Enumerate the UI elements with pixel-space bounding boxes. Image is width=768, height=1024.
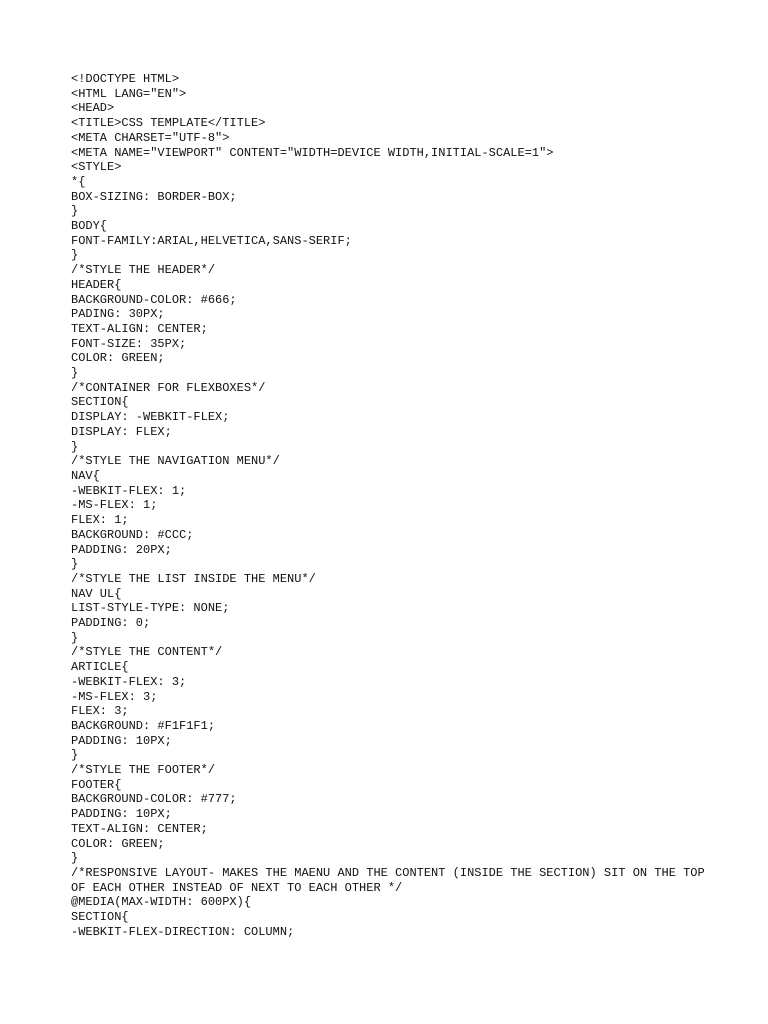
- code-line: PADDING: 0;: [71, 616, 151, 631]
- code-line: PADDING: 20PX;: [71, 542, 172, 557]
- code-line: <!DOCTYPE HTML>: [71, 72, 180, 86]
- code-line: <META NAME="VIEWPORT" CONTENT="WIDTH=DEVICE WIDTH,INITIAL-SCALE=1">: [71, 145, 554, 160]
- code-line: <STYLE>: [71, 160, 122, 175]
- code-line: /*STYLE THE FOOTER*/: [71, 763, 216, 778]
- code-line: <TITLE>CSS TEMPLATE</TITLE>: [71, 116, 266, 131]
- code-line: }: [71, 248, 79, 263]
- code-line: SECTION{: [71, 395, 129, 410]
- code-line: DISPLAY: -WEBKIT-FLEX;: [71, 410, 230, 425]
- code-listing: [71, 72, 711, 939]
- code-line: PADDING: 10PX;: [71, 733, 172, 748]
- code-line: BODY{: [71, 219, 108, 234]
- code-line: <META CHARSET="UTF-8">: [71, 130, 230, 145]
- code-line: }: [71, 204, 79, 219]
- code-line: -MS-FLEX: 3;: [71, 689, 158, 704]
- code-line: BOX-SIZING: BORDER-BOX;: [71, 189, 237, 204]
- code-line: PADING: 30PX;: [71, 307, 165, 322]
- code-line: }: [71, 851, 79, 866]
- code-line: ARTICLE{: [71, 660, 129, 675]
- code-line: }: [71, 439, 79, 454]
- code-line: FLEX: 3;: [71, 704, 129, 719]
- code-line: BACKGROUND: #CCC;: [71, 527, 194, 542]
- code-line: /*STYLE THE LIST INSIDE THE MENU*/: [71, 571, 316, 586]
- code-line: COLOR: GREEN;: [71, 836, 165, 851]
- code-line: HEADER{: [71, 277, 122, 292]
- code-line: DISPLAY: FLEX;: [71, 424, 172, 439]
- code-line: LIST-STYLE-TYPE: NONE;: [71, 601, 230, 616]
- code-line: NAV UL{: [71, 586, 122, 601]
- code-line: /*STYLE THE NAVIGATION MENU*/: [71, 454, 280, 469]
- code-line: BACKGROUND: #F1F1F1;: [71, 718, 216, 733]
- code-line: <HTML LANG="EN">: [71, 86, 187, 101]
- code-line: NAV{: [71, 468, 100, 483]
- code-line: }: [71, 630, 79, 645]
- code-line: -WEBKIT-FLEX: 3;: [71, 674, 187, 689]
- code-line: BACKGROUND-COLOR: #777;: [71, 792, 237, 807]
- code-line: }: [71, 366, 79, 381]
- code-line: -WEBKIT-FLEX: 1;: [71, 483, 187, 498]
- code-line: -WEBKIT-FLEX-DIRECTION: COLUMN;: [71, 924, 295, 939]
- code-line: FLEX: 1;: [71, 513, 129, 528]
- code-line: }: [71, 557, 79, 572]
- code-line: FOOTER{: [71, 777, 122, 792]
- code-line: FONT-FAMILY:ARIAL,HELVETICA,SANS-SERIF;: [71, 233, 352, 248]
- code-line: /*CONTAINER FOR FLEXBOXES*/: [71, 380, 266, 395]
- code-line: COLOR: GREEN;: [71, 351, 165, 366]
- code-line: }: [71, 748, 79, 763]
- code-line: /*RESPONSIVE LAYOUT- MAKES THE MAENU AND THE CONTENT (INSIDE THE SECTION) SIT ON THE TOP OF EACH OTHER INSTEAD OF NEXT TO EACH OTHER */: [71, 865, 712, 895]
- code-line: *{: [71, 174, 86, 189]
- code-line: FONT-SIZE: 35PX;: [71, 336, 187, 351]
- code-line: -MS-FLEX: 1;: [71, 498, 158, 513]
- code-line: BACKGROUND-COLOR: #666;: [71, 292, 237, 307]
- code-line: SECTION{: [71, 910, 129, 925]
- code-line: PADDING: 10PX;: [71, 807, 172, 822]
- code-line: /*STYLE THE HEADER*/: [71, 263, 216, 278]
- code-line: TEXT-ALIGN: CENTER;: [71, 821, 208, 836]
- code-line: @MEDIA(MAX-WIDTH: 600PX){: [71, 895, 252, 910]
- code-line: <HEAD>: [71, 101, 115, 116]
- code-line: TEXT-ALIGN: CENTER;: [71, 321, 208, 336]
- code-line: /*STYLE THE CONTENT*/: [71, 645, 223, 660]
